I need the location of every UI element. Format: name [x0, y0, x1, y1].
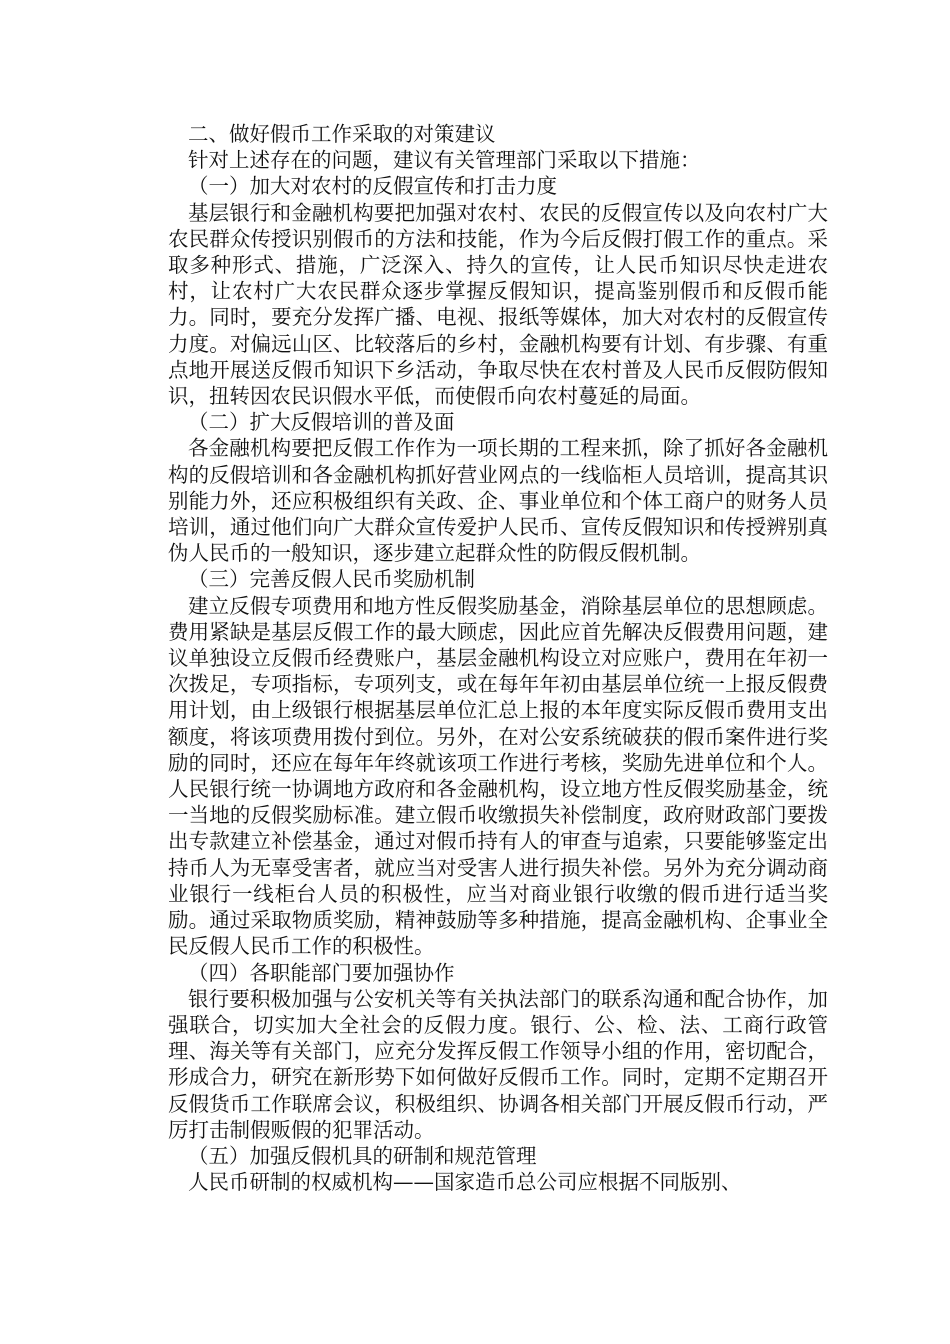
subsection-heading-4: （四）各职能部门要加强协作	[188, 960, 455, 985]
paragraph-3: 建立反假专项费用和地方性反假奖励基金，消除基层单位的思想顾虑。费用紧缺是基层反假工作的最大顾虑，因此应首先解决反假费用问题，建议单独设立反假币经费账户，基层金融机构设立对应账户，费用在年初一次拨足，专项指标，专项列支，或在每年年初由基层单位统一上报反假费用计划，由上级银行根据基层单位汇总上报的本年度实际反假币费用支出额度，将该项费用拨付到位。另外，在对公安系统破获的假币案件进行奖励的同时，还应在每年年终就该项工作进行考核，奖励先进单位和个人。人民银行统一协调地方政府和各金融机构，设立地方性反假奖励基金，统一当地的反假奖励标准。建立假币收缴损失补偿制度，政府财政部门要拨出专款建立补偿基金，通过对假币持有人的审查与追索，只要能够鉴定出持币人为无辜受害者，就应当对受害人进行损失补偿。另外为充分调动商业银行一线柜台人员的积极性，应当对商业银行收缴的假币进行适当奖励。通过采取物质奖励，精神鼓励等多种措施，提高金融机构、企事业全民反假人民币工作的积极性。	[168, 593, 828, 959]
document-body	[168, 121, 828, 1195]
paragraph-4: 银行要积极加强与公安机关等有关执法部门的联系沟通和配合协作，加强联合，切实加大全社会的反假力度。银行、公、检、法、工商行政管理、海关等有关部门，应充分发挥反假工作领导小组的作用，密切配合，形成合力，研究在新形势下如何做好反假币工作。同时，定期不定期召开反假货币工作联席会议，积极组织、协调各相关部门开展反假币行动，严厉打击制假贩假的犯罪活动。	[168, 986, 828, 1142]
paragraph-2: 各金融机构要把反假工作作为一项长期的工程来抓，除了抓好各金融机构的反假培训和各金融机构抓好营业网点的一线临柜人员培训，提高其识别能力外，还应积极组织有关政、企、事业单位和个体工商户的财务人员培训，通过他们向广大群众宣传爱护人民币、宣传反假知识和传授辨别真伪人民币的一般知识，逐步建立起群众性的防假反假机制。	[168, 436, 828, 566]
subsection-heading-2: （二）扩大反假培训的普及面	[188, 410, 455, 435]
subsection-heading-5: （五）加强反假机具的研制和规范管理	[188, 1143, 537, 1168]
subsection-heading-1: （一）加大对农村的反假宣传和打击力度	[188, 174, 557, 199]
paragraph-1: 基层银行和金融机构要把加强对农村、农民的反假宣传以及向农村广大农民群众传授识别假币的方法和技能，作为今后反假打假工作的重点。采取多种形式、措施，广泛深入、持久的宣传，让人民币知识尽快走进农村，让农村广大农民群众逐步掌握反假知识，提高鉴别假币和反假币能力。同时，要充分发挥广播、电视、报纸等媒体，加大对农村的反假宣传力度。对偏远山区、比较落后的乡村，金融机构要有计划、有步骤、有重点地开展送反假币知识下乡活动，争取尽快在农村普及人民币反假防假知识，扭转因农民识假水平低，而使假币向农村蔓延的局面。	[168, 200, 828, 409]
intro-paragraph: 针对上述存在的问题，建议有关管理部门采取以下措施：	[188, 148, 701, 173]
paragraph-5: 人民币研制的权威机构——国家造币总公司应根据不同版别、	[188, 1170, 742, 1195]
section-heading: 二、做好假币工作采取的对策建议	[188, 122, 496, 146]
subsection-heading-3: （三）完善反假人民币奖励机制	[188, 567, 475, 592]
